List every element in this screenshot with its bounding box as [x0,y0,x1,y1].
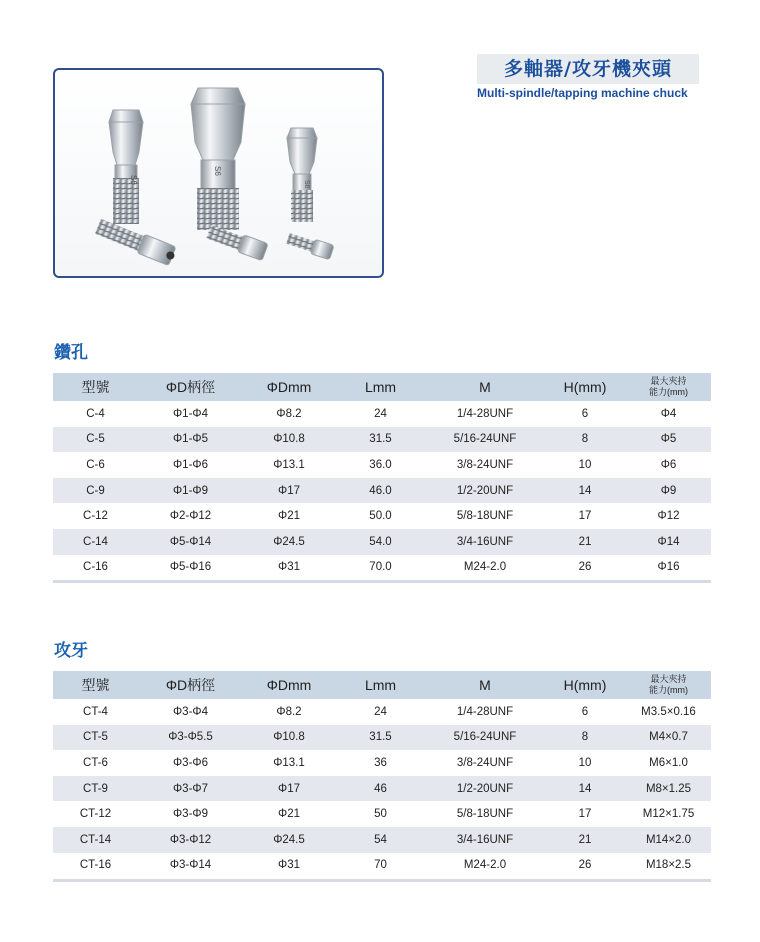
table-cell: M3.5×0.16 [641,705,696,718]
table-row [53,827,711,853]
page-title: 多軸器/攻牙機夾頭 [477,54,699,84]
table-cell: Φ5 [626,427,711,453]
tapping-section-title: 攻牙 [54,641,88,661]
col-model: 型號 [53,671,138,699]
table-cell: 3/8-24UNF [456,756,514,769]
table-cell: Φ21 [278,808,300,821]
table-cell: Φ2-Φ12 [169,510,212,523]
drilling-table-rule [53,580,711,583]
col-height: H(mm) [544,671,626,699]
table-cell: Φ4 [660,407,677,420]
tapping-table-rule [53,879,711,882]
table-cell: CT-12 [79,808,112,821]
table-cell: CT-6 [83,756,108,769]
table-cell: 46.0 [335,478,426,504]
table-cell: Φ1-Φ6 [173,458,208,471]
table-cell: Φ31 [278,859,300,872]
table-cell: Φ12 [657,510,680,523]
table-cell: Φ24.5 [243,529,335,555]
table-cell: 14 [544,776,626,802]
table-cell: 8 [544,427,626,453]
tapping-table-body [53,699,711,878]
drilling-table-body [53,401,711,580]
table-cell: 50.0 [369,510,392,523]
chuck-small-left [109,110,143,224]
table-cell: Φ24.5 [243,827,335,853]
table-cell: Φ31 [278,561,300,574]
table-cell: Φ14 [626,529,711,555]
table-cell: CT-4 [83,705,108,718]
table-cell: CT-5 [53,725,138,751]
table-cell: Φ21 [278,510,300,523]
table-row [53,555,711,581]
table-row [53,725,711,751]
table-cell: 10 [578,458,592,471]
col-length: Lmm [335,671,426,699]
marking-text: S6 [303,180,310,189]
table-row [53,427,711,453]
table-cell: Φ1-Φ5 [138,427,243,453]
table-cell: 5/8-18UNF [456,808,514,821]
table-cell: Φ3-Φ12 [138,827,243,853]
col-shank-dia: ΦD柄徑 [138,373,243,401]
table-row [53,478,711,504]
table-row [53,401,711,427]
table-cell: 14 [544,478,626,504]
table-cell: 31.5 [335,725,426,751]
table-row [53,503,711,529]
table-cell: M18×2.5 [645,859,692,872]
table-cell: Φ9 [626,478,711,504]
table-cell: 36 [374,756,387,769]
marking-text: S6 [129,175,138,185]
chuck-lying-3 [286,231,334,259]
table-cell: 10 [578,756,592,769]
table-cell: 31.5 [335,427,426,453]
table-cell: Φ3-Φ7 [138,776,243,802]
table-cell: Φ3-Φ6 [173,756,208,769]
table-row [53,801,711,827]
table-cell: Φ5-Φ16 [169,561,212,574]
page-subtitle: Multi-spindle/tapping machine chuck [477,86,688,100]
table-cell: 17 [578,808,592,821]
table-cell: Φ13.1 [273,458,305,471]
tapping-table-header [53,671,711,699]
table-cell: 17 [578,510,592,523]
table-cell: 1/4-28UNF [456,705,514,718]
table-cell: CT-16 [79,859,112,872]
table-cell: CT-9 [53,776,138,802]
table-cell: M6×1.0 [649,756,688,769]
table-cell: 21 [544,529,626,555]
table-cell: 1/2-20UNF [426,478,544,504]
table-row [53,853,711,879]
col-height: H(mm) [544,373,626,401]
table-cell: M12×1.75 [642,808,695,821]
table-cell: Φ3-Φ4 [173,705,208,718]
table-cell: 26 [578,561,592,574]
table-cell: M4×0.7 [626,725,711,751]
table-cell: 21 [544,827,626,853]
table-cell: Φ8.2 [276,407,302,420]
table-cell: CT-14 [53,827,138,853]
table-cell: 3/4-16UNF [426,529,544,555]
table-cell: 46 [335,776,426,802]
table-cell: C-14 [53,529,138,555]
table-cell: C-12 [83,510,108,523]
table-cell: Φ8.2 [276,705,302,718]
table-cell: C-16 [83,561,108,574]
table-cell: 26 [578,859,592,872]
table-cell: 50 [374,808,387,821]
table-cell: M14×2.0 [626,827,711,853]
table-cell: Φ13.1 [273,756,305,769]
table-row [53,452,711,478]
col-dia-mm: ΦDmm [243,373,335,401]
table-cell: Φ6 [660,458,677,471]
table-cell: 5/16-24UNF [426,427,544,453]
table-cell: 1/4-28UNF [456,407,514,420]
table-cell: 70 [374,859,387,872]
table-cell: 24 [374,705,387,718]
chuck-lying-1 [94,217,178,266]
table-cell: C-5 [53,427,138,453]
table-row [53,776,711,802]
marking-text: S6 [213,166,222,176]
col-thread: M [426,373,544,401]
table-cell: Φ1-Φ9 [138,478,243,504]
table-cell: Φ17 [243,478,335,504]
chuck-small-right [287,128,317,222]
table-cell: 3/4-16UNF [426,827,544,853]
table-cell: Φ3-Φ9 [173,808,208,821]
col-dia-mm: ΦDmm [243,671,335,699]
drilling-table [53,373,711,580]
table-cell: Φ3-Φ5.5 [138,725,243,751]
table-row [53,529,711,555]
table-row [53,750,711,776]
table-cell: 36.0 [369,458,392,471]
drilling-section-title: 鑽孔 [54,343,88,363]
col-thread: M [426,671,544,699]
table-cell: 3/8-24UNF [456,458,514,471]
table-cell: Φ10.8 [243,427,335,453]
table-cell: Φ17 [243,776,335,802]
table-cell: Φ16 [657,561,680,574]
table-cell: 6 [581,705,589,718]
col-shank-dia: ΦD柄徑 [138,671,243,699]
table-cell: 24 [374,407,387,420]
table-cell: C-4 [86,407,105,420]
table-cell: 70.0 [369,561,392,574]
table-cell: M8×1.25 [626,776,711,802]
table-cell: C-6 [86,458,105,471]
product-photo [53,68,384,278]
table-cell: Φ3-Φ14 [169,859,212,872]
table-cell: 54 [335,827,426,853]
table-cell: 1/2-20UNF [426,776,544,802]
table-cell: Φ10.8 [243,725,335,751]
table-row [53,699,711,725]
table-cell: Φ1-Φ4 [173,407,208,420]
table-cell: 5/8-18UNF [456,510,514,523]
chuck-illustration [55,70,382,276]
tapping-table [53,671,711,878]
drilling-table-header [53,373,711,401]
col-max-capacity: 最大夾持 能力(mm) [626,671,711,699]
col-max-capacity: 最大夾持 能力(mm) [626,373,711,401]
table-cell: 8 [544,725,626,751]
table-cell: 5/16-24UNF [426,725,544,751]
col-model: 型號 [53,373,138,401]
table-cell: 6 [581,407,589,420]
chuck-large-center [191,88,245,230]
table-cell: M24-2.0 [463,859,507,872]
table-cell: C-9 [53,478,138,504]
col-length: Lmm [335,373,426,401]
table-cell: M24-2.0 [463,561,507,574]
table-cell: Φ5-Φ14 [138,529,243,555]
table-cell: 54.0 [335,529,426,555]
